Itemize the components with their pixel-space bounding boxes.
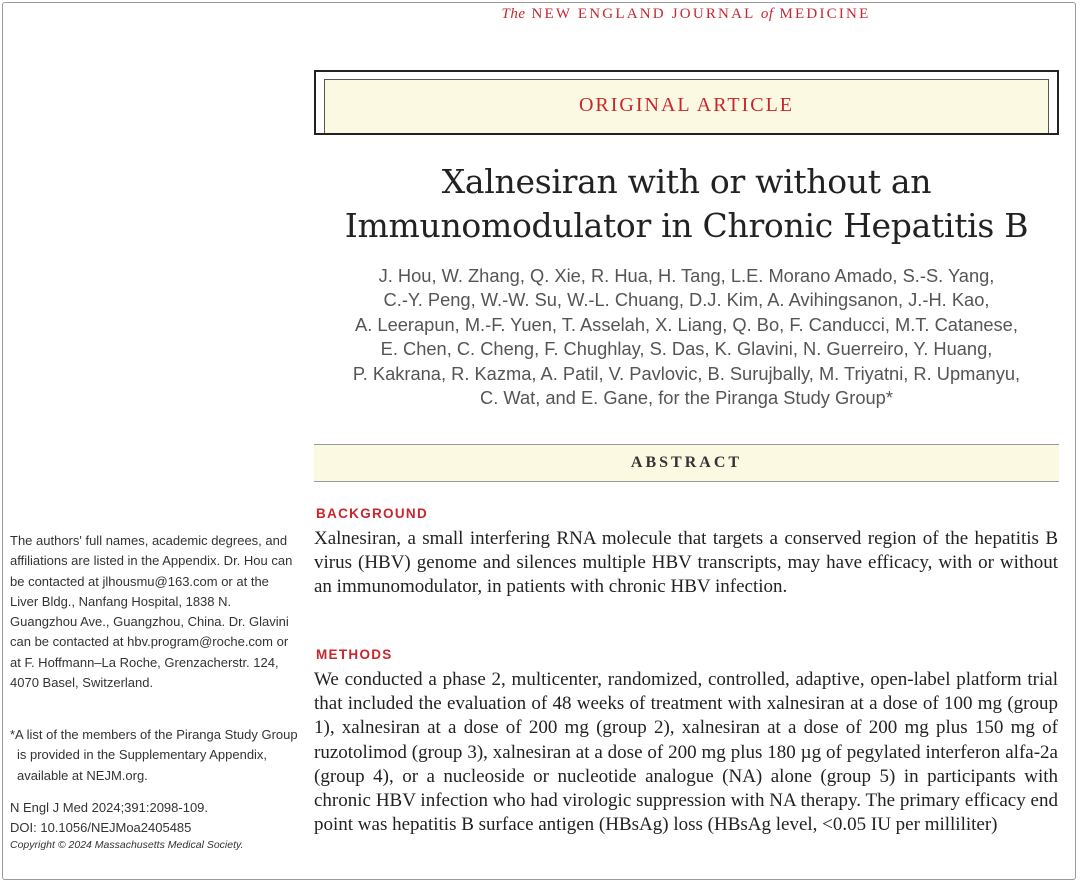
- methods-heading: METHODS: [316, 647, 393, 662]
- author-line: C. Wat, and E. Gane, for the Piranga Study Group*: [480, 387, 893, 409]
- author-line: C.-Y. Peng, W.-W. Su, W.-L. Chuang, D.J. Kim, A. Avihingsanon, J.-H. Kao,: [383, 289, 990, 311]
- study-group-note: *A list of the members of the Piranga Study Group is provided in the Supplementary Appendix, available at NEJM.org.: [10, 727, 298, 783]
- author-affiliations-note: The authors' full names, academic degrees, and affiliations are listed in the Appendix. Dr. Hou can be contacted at jlhousmu@163.com or at the Liver Bldg., Nanfang Hospital, 1838 N. Guangzhou Ave., Guangzhou, China. Dr. Glavini can be contacted at hbv.program@roche.com or at F. Hoffmann–La Roche, Grenzacherstr. 124, 4070 Basel, Switzerland.: [10, 533, 293, 691]
- background-heading: BACKGROUND: [316, 506, 428, 521]
- author-line: E. Chen, C. Cheng, F. Chughlay, S. Das, K. Glavini, N. Guerreiro, Y. Huang,: [380, 338, 993, 360]
- title-line-1: Xalnesiran with or without an: [441, 162, 932, 201]
- title-line-2: Immunomodulator in Chronic Hepatitis B: [344, 206, 1029, 245]
- author-line: A. Leerapun, M.-F. Yuen, T. Asselah, X. Liang, Q. Bo, F. Canducci, M.T. Catanese,: [355, 313, 1018, 335]
- journal-name-part1: NEW ENGLAND JOURNAL: [531, 6, 755, 22]
- journal-running-head: [0, 6, 1080, 23]
- methods-text: We conducted a phase 2, multicenter, randomized, controlled, adaptive, open-label platform trial that included the evaluation of 48 weeks of treatment with xalnesiran at a dose of 100 mg (group 1), xalnesiran at a dose of 200 mg (group 2), xalnesiran at a dose of 200 mg plus 150 mg of ruzotolimod (group 3), xalnesiran at a dose of 200 mg plus 180 µg of pegylated interferon alfa-2a (group 4), or a nucleoside or nucleotide analogue (NA) alone (group 5) in participants with chronic HBV infection who had virologic suppression with NA therapy. The primary efficacy end point was hepatitis B surface antigen (HBsAg) loss (HBsAg level, <0.05 IU per milliliter): [314, 669, 1058, 836]
- author-line: J. Hou, W. Zhang, Q. Xie, R. Hua, H. Tang, L.E. Morano Amado, S.-S. Yang,: [378, 265, 995, 286]
- journal-the: The: [501, 6, 526, 22]
- background-text: Xalnesiran, a small interfering RNA molecule that targets a conserved region of the hepatitis B virus (HBV) genome and silences multiple HBV transcripts, may have efficacy, with or without an immunomodulator, in patients with chronic HBV infection.: [314, 528, 1058, 598]
- article-title: [314, 160, 1059, 248]
- article-type-panel: [324, 79, 1049, 135]
- doi: DOI: 10.1056/NEJMoa2405485: [10, 820, 192, 835]
- article-type-label: ORIGINAL ARTICLE: [578, 94, 795, 116]
- journal-of: of: [760, 6, 774, 22]
- journal-citation: N Engl J Med 2024;391:2098-109.: [10, 800, 209, 815]
- article-type-box: [314, 70, 1059, 135]
- journal-name-part2: MEDICINE: [779, 6, 871, 22]
- abstract-header-bar: [314, 444, 1059, 482]
- author-line: P. Kakrana, R. Kazma, A. Patil, V. Pavlovic, B. Surujbally, M. Triyatni, R. Upmanyu,: [352, 362, 1021, 384]
- copyright-notice: Copyright © 2024 Massachusetts Medical Society.: [10, 839, 244, 851]
- abstract-label: ABSTRACT: [630, 454, 743, 471]
- article-type-rule: [314, 133, 1059, 135]
- author-list: [314, 264, 1059, 410]
